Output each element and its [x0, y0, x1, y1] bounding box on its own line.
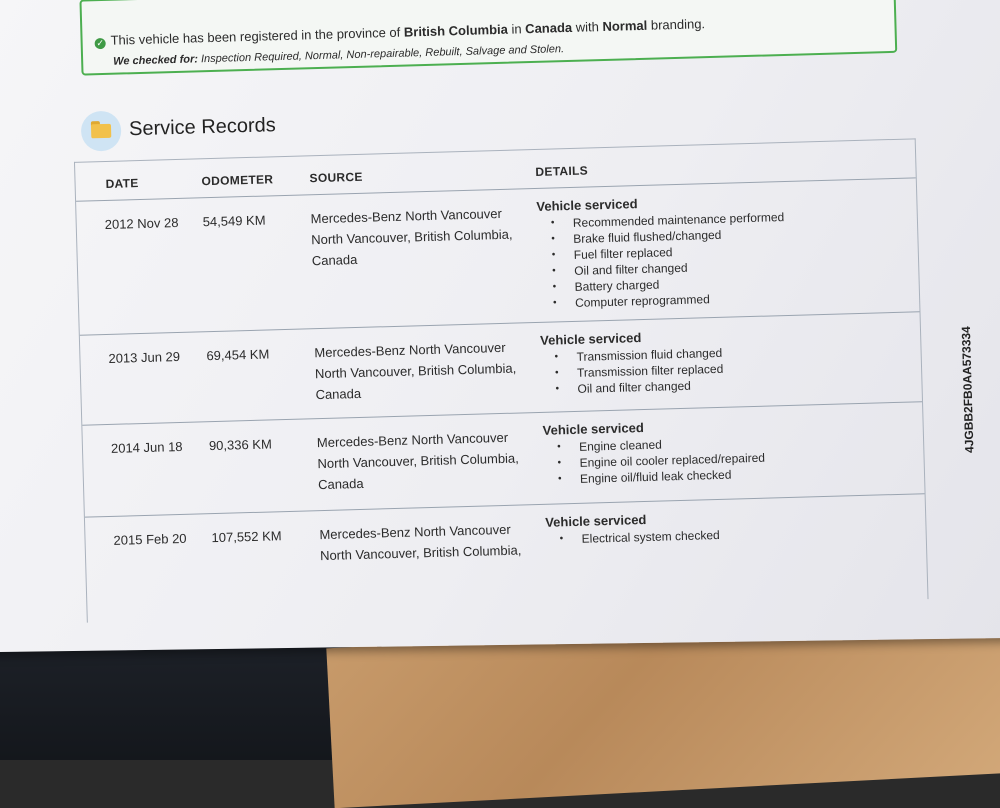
details-item: • Battery charged: [574, 273, 786, 295]
table-row: [76, 177, 919, 335]
header-date: DATE: [105, 176, 139, 191]
row-source: [310, 202, 532, 271]
details-item: • Engine oil cooler replaced/repaired: [579, 450, 765, 471]
table-row: [85, 493, 928, 622]
details-item: • Transmission fluid changed: [576, 345, 723, 365]
source-line: Mercedes-Benz North Vancouver: [316, 429, 509, 451]
check-circle-icon: ✓: [96, 37, 105, 49]
details-item: • Electrical system checked: [581, 527, 719, 547]
row-odometer: 107,552 KM: [211, 528, 282, 546]
source-line: North Vancouver, British Columbia,: [319, 542, 522, 564]
details-item: • Oil and filter changed: [574, 257, 786, 279]
source-line: Mercedes-Benz North Vancouver: [319, 521, 511, 543]
details-title: Vehicle serviced: [545, 512, 647, 530]
details-item: • Engine cleaned: [579, 434, 765, 455]
source-line: Mercedes-Benz North Vancouver: [314, 339, 506, 361]
row-details: [536, 191, 787, 312]
section-title: Service Records: [128, 114, 277, 141]
service-records-table: [74, 138, 929, 622]
row-details: [545, 509, 720, 548]
source-line: North Vancouver, British Columbia,: [317, 450, 519, 472]
checked-for-label: We checked for:: [113, 53, 199, 68]
branding-mid: in: [507, 21, 526, 37]
row-date: 2015 Feb 20: [113, 530, 187, 548]
row-date: 2012 Nov 28: [104, 214, 179, 233]
row-source: [314, 336, 536, 405]
row-source: [317, 426, 539, 495]
branding-notice: [79, 0, 897, 76]
branding-line: [94, 16, 705, 49]
row-odometer: 69,454 KM: [206, 346, 270, 364]
source-line: Canada: [311, 251, 358, 269]
details-title: Vehicle serviced: [542, 420, 645, 438]
vin-number: 4JGBB2FB0AA573334: [958, 326, 977, 454]
header-odometer: ODOMETER: [201, 172, 274, 189]
checked-for-list: Inspection Required, Normal, Non-repairable, Rebuilt, Salvage and Stolen.: [197, 43, 565, 66]
source-line: Canada: [315, 385, 362, 403]
row-odometer: 54,549 KM: [202, 212, 266, 230]
source-line: North Vancouver, British Columbia,: [314, 360, 517, 382]
source-line: North Vancouver, British Columbia,: [311, 226, 513, 248]
details-title: Vehicle serviced: [536, 196, 638, 214]
branding-with: with: [571, 19, 603, 35]
branding-prefix: This vehicle has been registered in the province of: [110, 24, 405, 48]
source-line: Mercedes-Benz North Vancouver: [310, 205, 503, 227]
details-item: • Recommended maintenance performed: [573, 209, 785, 231]
details-title: Vehicle serviced: [539, 330, 642, 348]
details-item: • Engine oil/fluid leak checked: [580, 466, 766, 487]
details-item: • Transmission filter replaced: [577, 361, 724, 381]
details-item: • Brake fluid flushed/changed: [573, 225, 785, 247]
details-item: • Fuel filter replaced: [574, 241, 786, 263]
row-details: [542, 416, 765, 488]
folder-icon: [81, 111, 122, 152]
source-line: Canada: [317, 475, 364, 493]
row-date: 2014 Jun 18: [110, 438, 183, 456]
branding-brand: Normal: [602, 17, 648, 35]
row-source: [319, 518, 540, 566]
header-details: DETAILS: [535, 163, 589, 179]
branding-country: Canada: [524, 19, 573, 37]
row-details: [540, 327, 724, 398]
header-source: SOURCE: [309, 169, 363, 186]
branding-suffix: branding.: [647, 16, 706, 33]
details-list: [543, 434, 766, 488]
row-odometer: 90,336 KM: [208, 436, 273, 454]
branding-province: British Columbia: [403, 21, 509, 40]
details-item: • Computer reprogrammed: [575, 289, 787, 311]
details-list: [537, 209, 787, 312]
details-list: [540, 345, 724, 398]
row-date: 2013 Jun 29: [108, 348, 181, 366]
details-item: • Oil and filter changed: [577, 377, 724, 397]
folder-body: [91, 124, 111, 139]
